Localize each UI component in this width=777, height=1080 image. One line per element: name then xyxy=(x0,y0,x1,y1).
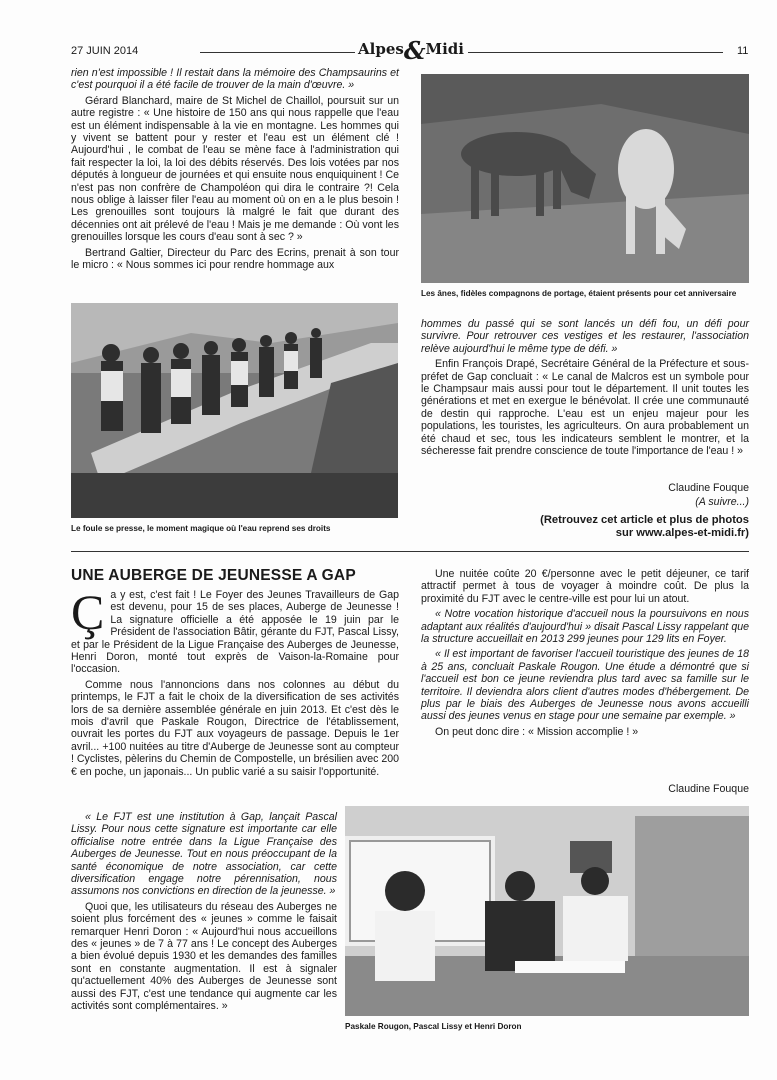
crowd-photo xyxy=(71,303,398,518)
logo-text-midi: Midi xyxy=(425,40,464,58)
paragraph: Comme nous l'annoncions dans nos colonnes au début du printemps, le FJT a fait le choix de la diversification de ses activités lors de sa dernière assemblée générale en juin 2013. Et c'est dès le mois d'avril que Paskale Rougon, Directrice de l'établissement, ouvrait les portes du FJT aux voyageurs de passage. Depuis le 1er avril... +100 nuitées au titre d'Auberge de Jeunesse sont au compteur ! Cyclistes, pèlerins du Chemin de Compostelle, un brésilien avec 200 € en poche, un japonais... Un public varié a su saisir l'opportunité. xyxy=(71,678,399,778)
header-rule-left xyxy=(200,52,355,53)
paragraph: Enfin François Drapé, Secrétaire Général de la Préfecture et sous-préfet de Gap concluait : « Le canal de Malcros est un symbole pour le Champsaur mais aussi pour tout le département. Il unit toutes les générations et met en exergue le bénévolat. Il crée une communauté de destin qui rapproche. L'eau est un enjeu majeur pour les populations, les touristes, les agriculteurs. On aura probablement un été chaud et sec, tous les indicateurs semblent le montrer, et la sécheresse fait prendre conscience de toute l'importance de l'eau ! » xyxy=(421,358,749,458)
drop-cap: Ç xyxy=(71,584,105,640)
article2-col2 xyxy=(421,568,749,738)
promo-line: (Retrouvez cet article et plus de photos xyxy=(540,514,749,526)
article2-col1-lower xyxy=(71,811,337,1013)
paragraph: hommes du passé qui se sont lancés un défi fou, un défi pour survivre. Pour retrouver ces vestiges et les restaurer, l'association relève aujourd'hui le même type de défi. » xyxy=(421,318,749,355)
article2-signature: Claudine Fouque xyxy=(668,783,749,795)
website-promo xyxy=(421,514,749,540)
signing-photo xyxy=(345,806,749,1016)
logo-ampersand: & xyxy=(403,36,426,65)
paragraph: rien n'est impossible ! Il restait dans la mémoire des Champsaurins et c'est pourquoi il a été facile de trouver de la main d'œuvre. » xyxy=(71,67,399,92)
article2-headline: UNE AUBERGE DE JEUNESSE A GAP xyxy=(71,567,356,584)
lead-paragraph xyxy=(71,584,399,676)
crowd-photo-caption: Le foule se presse, le moment magique où l'eau reprend ses droits xyxy=(71,524,331,533)
paragraph: « Il est important de favoriser l'accueil touristique des jeunes de 18 à 25 ans, concluait Paskale Rougon. Une étude a démontré que si l'accueil est bon ce jeune reviendra plus tard avec sa famille sur le territoire. Il deviendra alors client d'autres modes d'hébergement. De plus par le biais des Auberges de Jeunesse nous avons accueilli aussi des jeunes venus en stage pour une semaine par exemple. » xyxy=(421,648,749,723)
paragraph: « Le FJT est une institution à Gap, lançait Pascal Lissy. Pour nous cette signature est importante car elle officialise notre entrée dans la Ligue Française des Auberges de Jeunesse. Tout en nous préoccupant de la santé économique de notre association, car cette diversification engage notre pérennisation, nous assumons nos convictions en direction de la jeunesse. » xyxy=(71,811,337,898)
paragraph: Gérard Blanchard, maire de St Michel de Chaillol, poursuit sur un autre registre : « Une histoire de 150 ans qui nous rappelle que l'eau est un élément indispensable à la vie en montagne. Les hommes qui y vivent se battent pour y rester et l'eau est un élément clé ! Aujourd'hui , le combat de l'eau se mène face à l'administration qui fait respecter la loi, la loi des débits réservés. Des lois votées par nos députés à longueur de journées et qui ensuite nous enquiquinent ! Ce n'est pas non confrère de Champoléon qui dira le contraire ?! Cela nous oblige à laisser filer l'eau au moment où on en a le plus besoin ! Les grenouilles sont toujours là malgré le fait que durant des décennies ont ait prélevé de l'eau ! Mais je me demande : Où vont les grenouilles lorsque les cours d'eau sont à sec ? » xyxy=(71,94,399,244)
page-number: 11 xyxy=(737,45,749,57)
crowd-image xyxy=(71,303,398,518)
masthead-logo xyxy=(358,36,464,65)
signing-photo-caption: Paskale Rougon, Pascal Lissy et Henri Doron xyxy=(345,1022,522,1031)
paragraph: Une nuitée coûte 20 €/personne avec le petit déjeuner, ce tarif attractif permet à tous de voyager à moindre coût. De plus la proximité du FJT avec le centre-ville est pour lui un atout. xyxy=(421,568,749,605)
paragraph: « Notre vocation historique d'accueil nous la poursuivons en nous adaptant aux réalités d'aujourd'hui » disait Pascal Lissy rappelant que la structure accueillait en 2013 299 jeunes pour 129 lits en Foyer. xyxy=(421,608,749,646)
website-link[interactable]: sur www.alpes-et-midi.fr) xyxy=(615,527,749,539)
to-follow-note: (A suivre...) xyxy=(695,496,749,508)
issue-date: 27 JUIN 2014 xyxy=(71,45,139,57)
lead-text: a y est, c'est fait ! Le Foyer des Jeunes Travailleurs de Gap est devenu, pour 15 de ses places, Auberge de Jeunesse ! La signature officielle a été apposée le 19 juin par le Président de l'association Bâtir, gérante du FJT, Pascal Lissy, et par le Président de la Ligue Française des Auberges de Jeunesse, Henri Doron, monté tout exprès de Vaison-la-Romaine pour l'occasion. xyxy=(71,589,399,676)
paragraph: On peut donc dire : « Mission accomplie ! » xyxy=(435,725,639,738)
donkeys-photo-caption: Les ânes, fidèles compagnons de portage, étaient présents pour cet anniversaire xyxy=(421,289,737,298)
paragraph: Quoi que, les utilisateurs du réseau des Auberges ne soient plus forcément des « jeunes » comme le faisait remarquer Henri Doron : « Aujourd'hui nous accueillons des « jeunes » de 7 à 77 ans ! Le concept des Auberges a bien évolué depuis 1930 et les demandes des familles sont en constante augmentation. Il est à signaler qu'actuellement 40% des Auberges de Jeunesse sont aussi des FJT, c'est une tendance qui augmente car les activités sont complémentaires. » xyxy=(71,900,337,1013)
article1-col2 xyxy=(421,318,749,457)
header-rule-right xyxy=(468,52,723,53)
donkeys-image xyxy=(421,74,749,283)
article1-col1 xyxy=(71,67,399,272)
article2-col1 xyxy=(71,584,399,778)
donkeys-photo xyxy=(421,74,749,283)
paragraph: Bertrand Galtier, Directeur du Parc des Ecrins, prenait à son tour le micro : « Nous sommes ici pour rendre hommage aux xyxy=(71,246,399,272)
article1-signature: Claudine Fouque xyxy=(668,482,749,494)
signing-image xyxy=(345,806,749,1016)
logo-text-alpes: Alpes xyxy=(358,40,404,58)
section-divider xyxy=(71,551,749,552)
